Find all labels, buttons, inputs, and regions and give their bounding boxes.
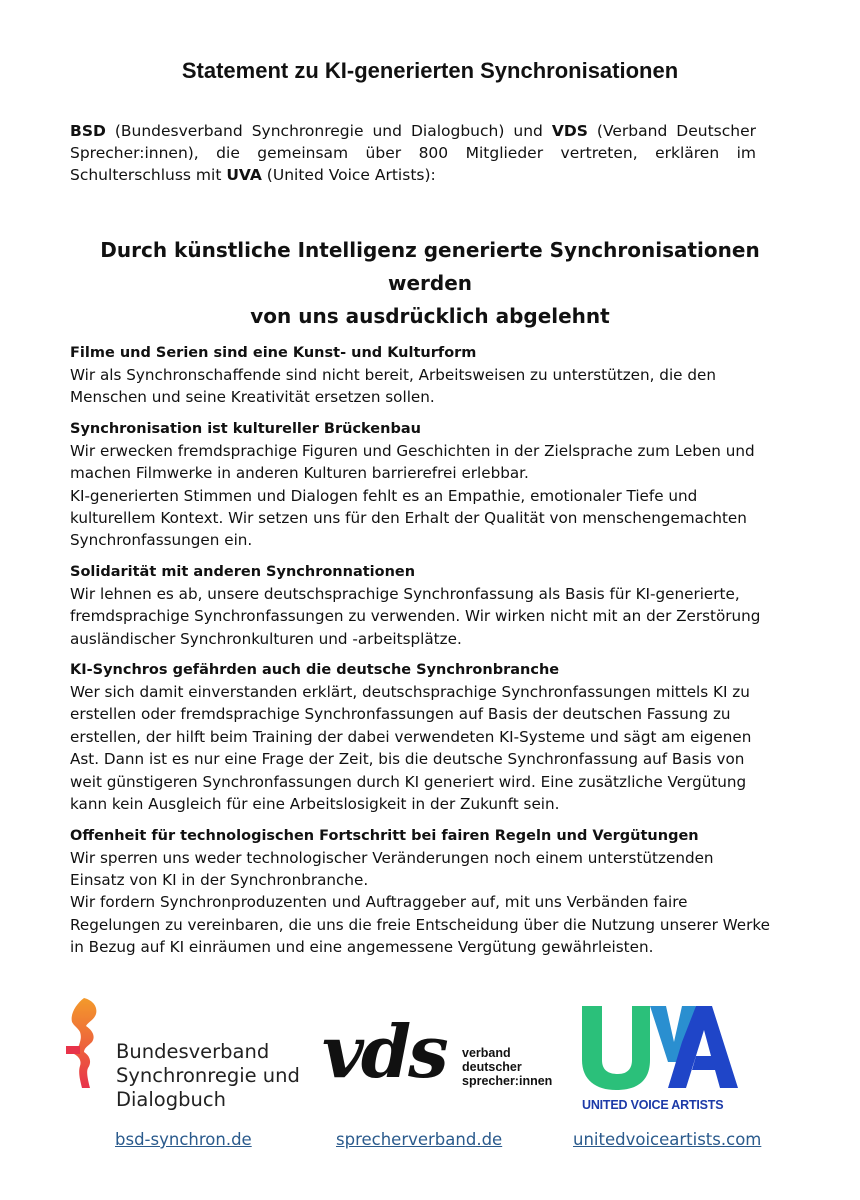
section-paragraph: Wir sperren uns weder technologischer Veränderungen noch einem unterstützenden Einsatz von KI in der Synchronbranche.: [70, 848, 714, 889]
section-paragraph: Wir erwecken fremdsprachige Figuren und Geschichten in der Zielsprache zum Leben und machen Filmwerke in anderen Kulturen barrierefrei erlebbar.: [70, 441, 755, 483]
section-paragraph: Wir fordern Synchronproduzenten und Auftraggeber auf, mit uns Verbänden faire Regelungen zu vereinbaren, die uns die freie Entscheidung über die Nutzung unserer Werke in Bezug auf KI einräumen und eine angemessene Vergütung gewährleisten.: [70, 893, 770, 957]
vds-line-2: deutscher: [462, 1060, 522, 1074]
org-uva-abbr: UVA: [226, 166, 262, 184]
vds-line-3: sprecher:innen: [462, 1074, 553, 1088]
org-vds-abbr: VDS: [551, 122, 588, 140]
section-heading: Offenheit für technologischen Fortschritt bei fairen Regeln und Vergütungen: [70, 827, 699, 844]
bsd-line-2: Synchronregie und: [116, 1064, 300, 1087]
section-solidaritaet: [70, 562, 770, 650]
footer-links: [0, 1130, 860, 1160]
headline-line-2: von uns ausdrücklich abgelehnt: [250, 304, 610, 328]
org-vds-full: (Verband Deutscher Sprecher:innen), die gemeinsam über 800 Mitglieder vertreten, erklären im Schulterschluss mit: [70, 122, 756, 184]
bsd-line-3: Dialogbuch: [116, 1088, 226, 1111]
statement-sections: [70, 343, 770, 969]
uva-website-link[interactable]: unitedvoiceartists.com: [573, 1130, 762, 1149]
main-headline: [60, 234, 800, 333]
vds-website-link[interactable]: sprecherverband.de: [336, 1130, 503, 1149]
org-uva-full: (United Voice Artists):: [261, 166, 436, 184]
uva-logo: [578, 1002, 748, 1122]
vds-tagline: [462, 1046, 552, 1088]
section-fortschritt: [70, 826, 770, 959]
bsd-figure-icon: [66, 996, 106, 1092]
section-paragraph: KI-generierten Stimmen und Dialogen fehlt es an Empathie, emotionaler Tiefe und kulturellem Kontext. Wir setzen uns für den Erhalt der Qualität von menschengemachten Synchronfassungen ein.: [70, 486, 747, 550]
section-brueckenbau: [70, 419, 770, 552]
vds-wordmark: vds: [322, 1009, 446, 1094]
bsd-logo: [66, 996, 306, 1116]
uva-letters-icon: [578, 1002, 740, 1092]
section-heading: Synchronisation ist kultureller Brückenbau: [70, 420, 421, 437]
bsd-line-1: Bundesverband: [116, 1040, 270, 1063]
headline-line-1: Durch künstliche Intelligenz generierte Synchronisationen werden: [100, 238, 760, 295]
vds-line-1: verband: [462, 1046, 511, 1060]
org-bsd-full: (Bundesverband Synchronregie und Dialogbuch) und: [105, 122, 552, 140]
section-paragraph: Wir als Synchronschaffende sind nicht bereit, Arbeitsweisen zu unterstützen, die den Menschen und seine Kreativität ersetzen sollen.: [70, 366, 716, 407]
document-title: Statement zu KI-generierten Synchronisationen: [181, 58, 679, 83]
section-kunstform: [70, 343, 770, 409]
section-heading: Filme und Serien sind eine Kunst- und Kulturform: [70, 345, 477, 361]
section-paragraph: Wer sich damit einverstanden erklärt, deutschsprachige Synchronfassungen mittels KI zu erstellen oder fremdsprachige Synchronfassungen auf Basis der deutschen Fassung zu erstellen, der hilft beim Training der dabei verwendeten KI-Systeme und sägt am eigenen Ast. Dann ist es nur eine Frage der Zeit, bis die deutsche Synchronfassung auf Basis von weit günstigeren Synchronfassungen durch KI generiert wird. Eine zusätzliche Vergütung kann kein Ausgleich für eine Arbeitslosigkeit in der Zukunft sein.: [70, 683, 752, 814]
bsd-website-link[interactable]: bsd-synchron.de: [115, 1130, 252, 1149]
section-paragraph: Wir lehnen es ab, unsere deutschsprachige Synchronfassung als Basis für KI-generierte, fremdsprachige Synchronfassungen zu verwenden. Wir wirken nicht mit an der Zerstörung ausländischer Synchronkulturen und -arbeitsplätze.: [70, 584, 761, 648]
section-heading: KI-Synchros gefährden auch die deutsche Synchronbranche: [70, 662, 560, 679]
org-bsd-abbr: BSD: [70, 122, 106, 140]
bsd-wordmark: [116, 1040, 300, 1112]
uva-tagline: UNITED VOICE ARTISTS: [582, 1098, 724, 1112]
vds-logo: [322, 1009, 562, 1106]
section-heading: Solidarität mit anderen Synchronnationen: [70, 563, 416, 580]
partner-logos: [0, 990, 860, 1120]
section-gefaehrdung: [70, 660, 770, 815]
intro-paragraph: [70, 120, 756, 186]
